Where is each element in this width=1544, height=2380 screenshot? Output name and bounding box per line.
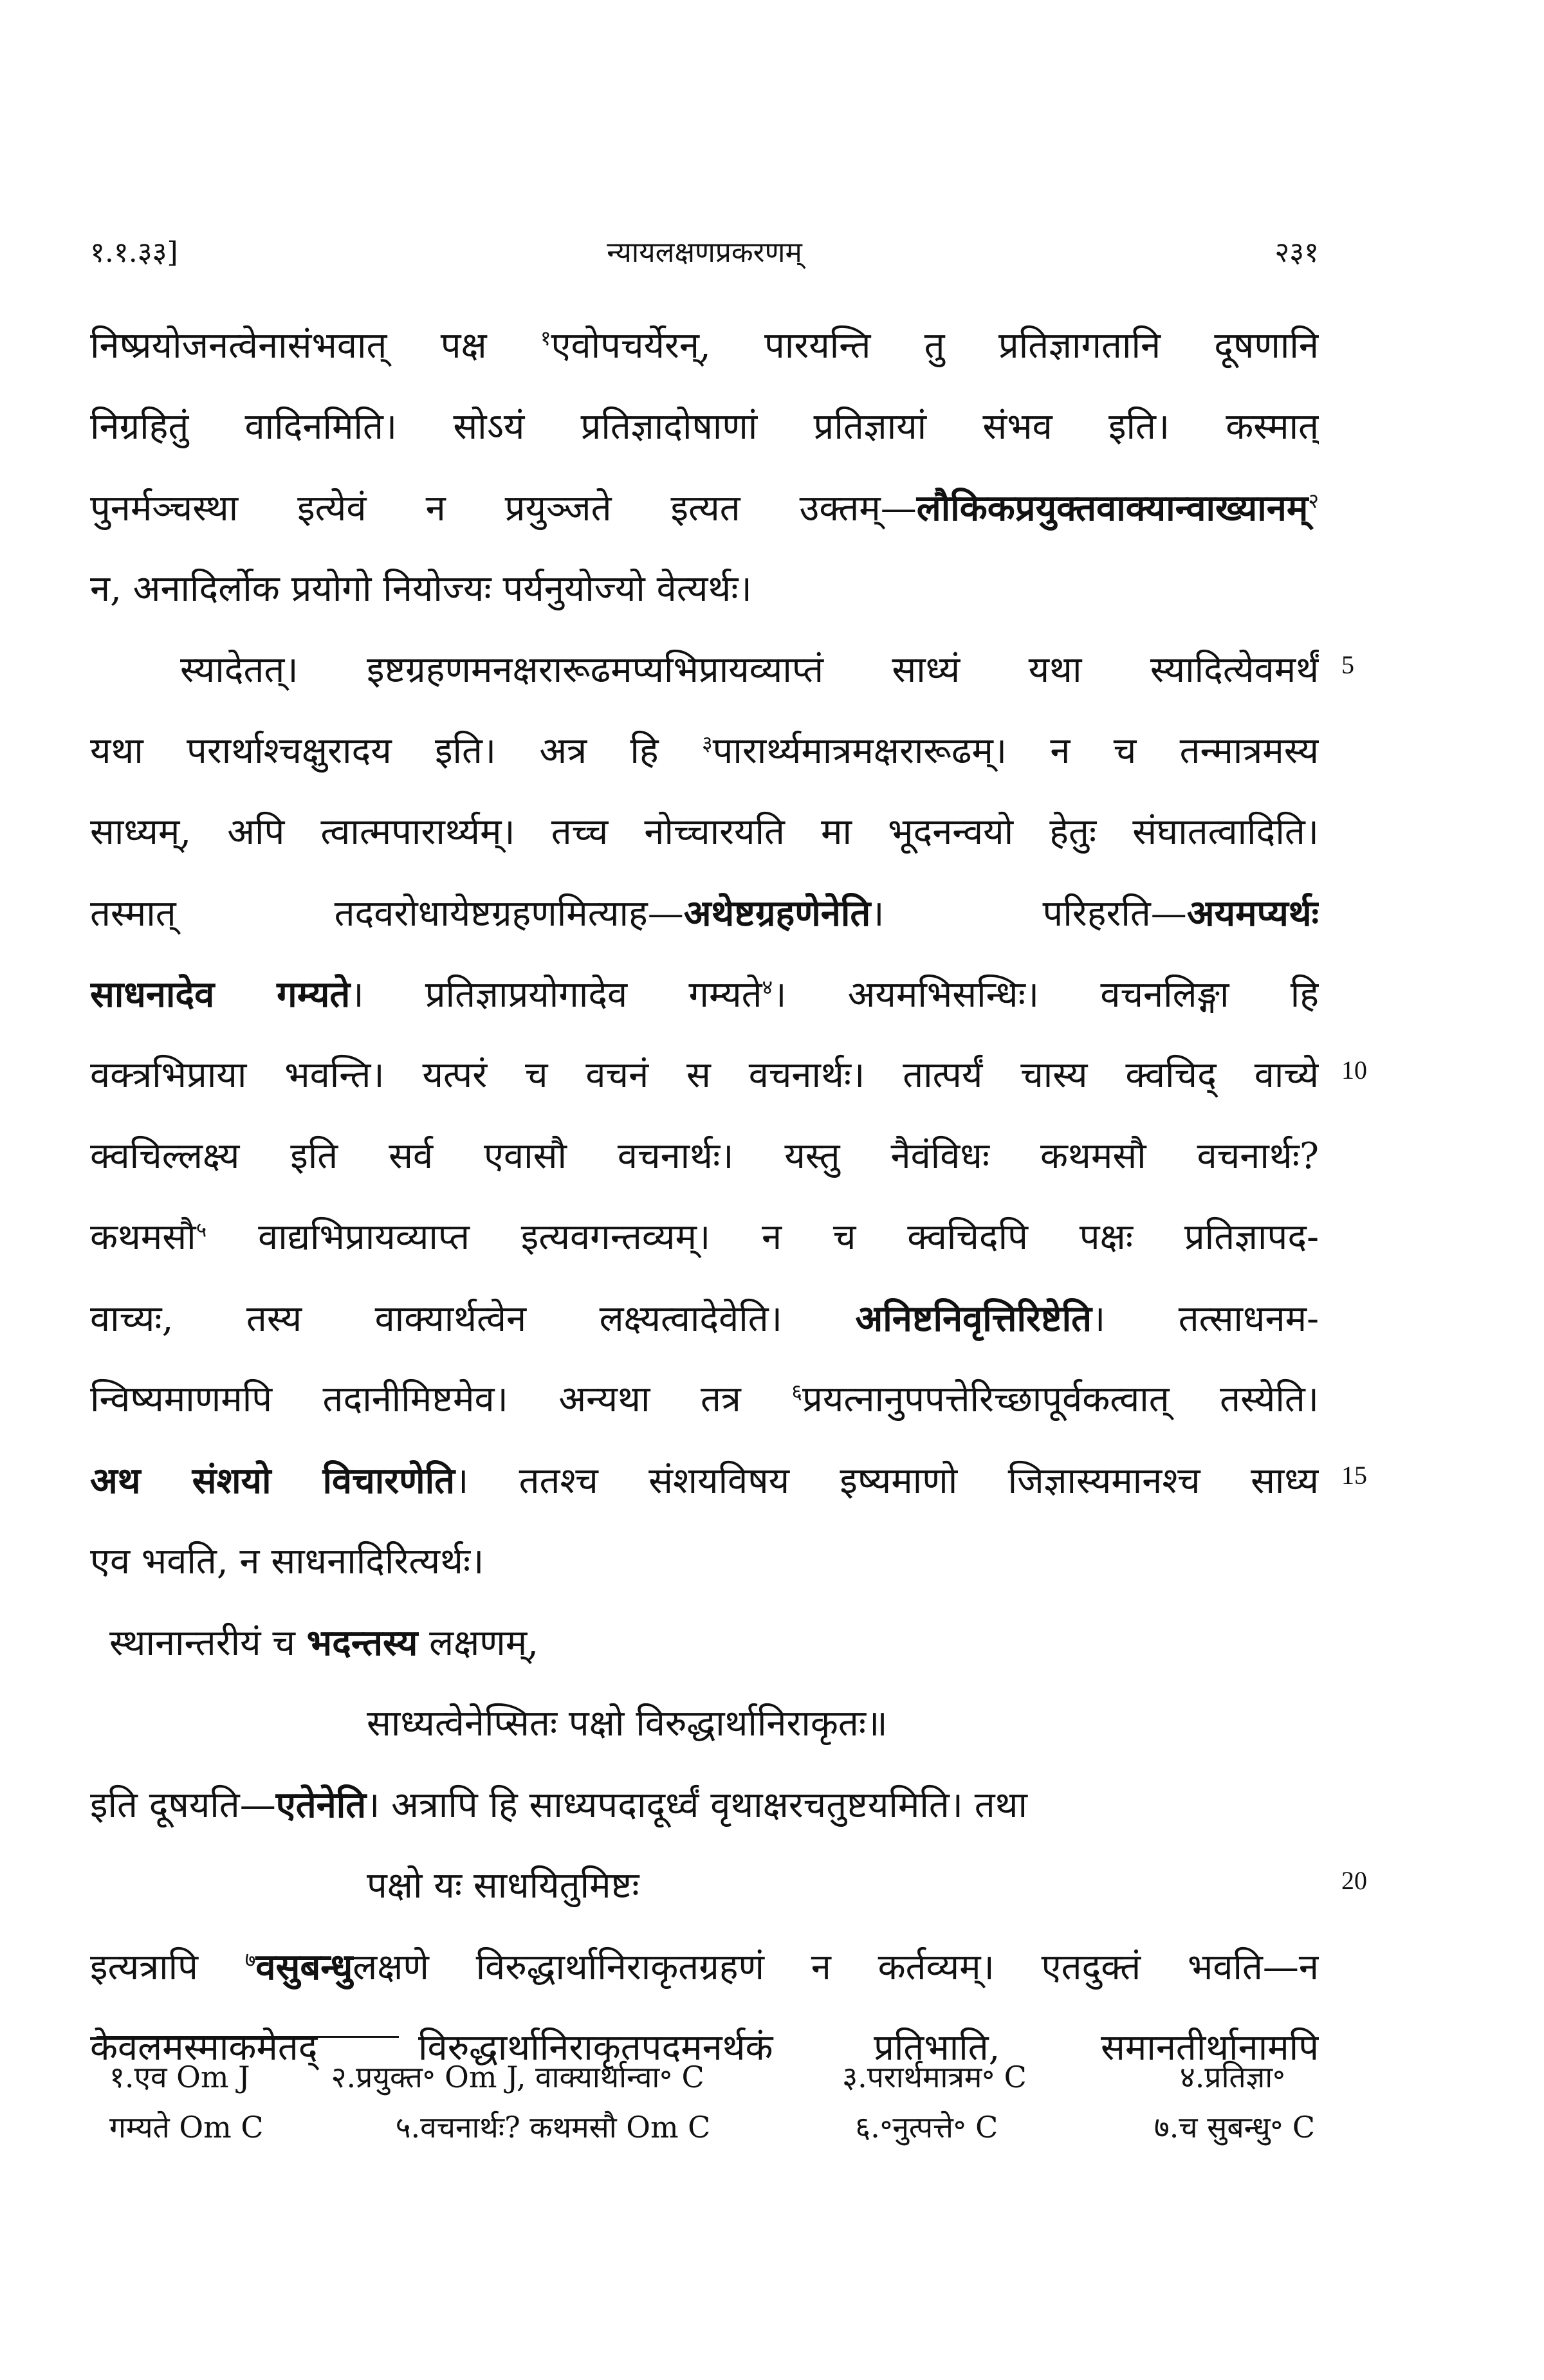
text-line	[90, 549, 1319, 630]
text-segment: पक्षो यः साधयितुमिष्टः	[367, 1865, 639, 1907]
footnote-3: ३.परार्थमात्रम॰ C	[842, 2060, 1027, 2094]
text-segment: साध्यत्वेनेप्सितः पक्षो विरुद्धार्थानिराकृतः॥	[367, 1703, 888, 1744]
text-segment: क्वचिल्लक्ष्य इति सर्व एवासौ वचनार्थः। यस्तु नैवंविधः कथमसौ वचनार्थः?	[90, 1135, 1319, 1177]
footnote-4-cont: गम्यते Om C	[109, 2110, 264, 2145]
text-segment: निग्रहितुं वादिनमिति। सोऽयं प्रतिज्ञादोषाणां प्रतिज्ञायां संभव इति। कस्मात्	[90, 406, 1319, 448]
text-segment: वाद्यभिप्रायव्याप्त इत्यवगन्तव्यम्। न च क्वचिदपि पक्षः प्रतिज्ञापद-	[207, 1216, 1319, 1258]
text-segment: साध्यम्, अपि त्वात्मपारार्थ्यम्। तच्च नोच्चारयति मा भूदनन्वयो हेतुः संघातत्वादिति।	[90, 811, 1319, 853]
text-line	[90, 711, 1319, 792]
text-segment: प्रयत्नानुपपत्तेरिच्छापूर्वकत्वात् तस्येति।	[802, 1378, 1319, 1420]
text-segment: यथा परार्थाश्चक्षुरादय इति। अत्र हि	[90, 730, 702, 772]
text-line	[90, 387, 1319, 468]
text-segment: न्विष्यमाणमपि तदानीमिष्टमेव। अन्यथा तत्र	[90, 1378, 792, 1420]
text-segment: निष्प्रयोजनत्वेनासंभवात् पक्ष	[90, 325, 540, 367]
footnote-marker: १	[540, 325, 551, 351]
text-segment: । अयमभिसन्धिः। वचनलिङ्गा हि	[773, 974, 1319, 1016]
main-text	[90, 306, 1319, 2089]
text-segment: एव भवति, न साधनादिरित्यर्थः।	[90, 1541, 484, 1582]
footnote-2: २.प्रयुक्त॰ Om J, वाक्यार्थान्वा॰ C	[331, 2060, 704, 2094]
footnote-7: ७.च सुबन्धु॰ C	[1153, 2110, 1316, 2145]
text-line	[90, 954, 1319, 1035]
footnote-marker: ५	[196, 1217, 207, 1242]
line-number-10: 10	[1341, 1056, 1367, 1085]
bold-term: एतेनेति	[275, 1784, 367, 1826]
text-line	[90, 873, 1319, 954]
text-segment: एवोपचर्येरन्, पारयन्ति तु प्रतिज्ञागतानि दूषणानि	[551, 325, 1319, 367]
text-line	[90, 1278, 1319, 1359]
footnote-5: ५.वचनार्थः? कथमसौ Om C	[395, 2110, 711, 2145]
text-line	[90, 1602, 1319, 1683]
text-segment: । परिहरति—	[870, 893, 1187, 935]
page-header	[90, 232, 1319, 283]
text-line	[90, 1359, 1319, 1440]
running-title: न्यायलक्षणप्रकरणम्	[607, 236, 802, 269]
text-segment: लक्षणम्,	[418, 1622, 539, 1664]
text-segment: । प्रतिज्ञाप्रयोगादेव गम्यते	[350, 974, 762, 1016]
text-line	[90, 1035, 1319, 1116]
line-number-20: 20	[1341, 1866, 1367, 1895]
footnote-6: ६.॰नुत्पत्ते॰ C	[855, 2110, 998, 2145]
text-line	[90, 630, 1319, 711]
text-segment: लक्षणे विरुद्धार्थानिराकृतग्रहणं न कर्तव्यम्। एतदुक्तं भवति—न	[353, 1946, 1319, 1988]
text-segment: स्यादेतत्। इष्टग्रहणमनक्षरारूढमप्यभिप्रायव्याप्तं साध्यं यथा स्यादित्येवमर्थं	[180, 649, 1319, 691]
text-segment: । तत्साधनम-	[1092, 1298, 1319, 1340]
line-number-5: 5	[1341, 650, 1354, 679]
text-segment: । अत्रापि हि साध्यपदादूर्ध्वं वृथाक्षरचतुष्टयमिति। तथा	[366, 1784, 1027, 1826]
bold-term: अथ संशयो विचारणेति	[90, 1460, 455, 1502]
bold-term: साधनादेव गम्यते	[90, 973, 351, 1016]
text-segment: न, अनादिर्लोक प्रयोगो नियोज्यः पर्यनुयोज्यो वेत्यर्थः।	[90, 568, 752, 610]
footnote-divider	[96, 2036, 399, 2038]
text-line	[90, 1845, 1319, 1927]
bold-term: भदन्तस्य	[306, 1622, 418, 1664]
footnote-marker: ४	[762, 975, 773, 1000]
text-line	[90, 1927, 1319, 2008]
footnote-row	[109, 2102, 1332, 2152]
text-segment: पुनर्मञ्चस्था इत्येवं न प्रयुञ्जते इत्यत उक्तम्—	[90, 488, 917, 529]
footnote-4: ४.प्रतिज्ञा॰	[1179, 2060, 1285, 2094]
bold-term: लौकिकप्रयुक्तवाक्यान्वाख्यानम्	[916, 487, 1309, 529]
text-segment: इति दूषयति—	[90, 1784, 276, 1826]
section-reference: १.१.३३]	[90, 236, 178, 269]
text-line	[90, 1521, 1319, 1602]
text-line	[90, 1764, 1319, 1845]
text-segment: इत्यत्रापि	[90, 1946, 245, 1988]
text-segment: । ततश्च संशयविषय इष्यमाणो जिज्ञास्यमानश्च साध्य	[455, 1460, 1319, 1502]
text-line	[90, 1440, 1319, 1521]
text-segment: वक्त्रभिप्राया भवन्ति। यत्परं च वचनं स वचनार्थः। तात्पर्यं चास्य क्वचिद् वाच्ये	[90, 1054, 1319, 1096]
footnote-marker: २	[1308, 488, 1319, 513]
text-line	[90, 792, 1319, 873]
footnote-marker: ३	[701, 731, 713, 756]
bold-term: अयमप्यर्थः	[1186, 892, 1319, 935]
footnote-1: १.एव Om J	[109, 2060, 250, 2094]
bold-term: अनिष्टनिवृत्तिरिष्टेति	[855, 1297, 1092, 1340]
text-segment: स्थानान्तरीयं च	[109, 1622, 307, 1664]
text-line	[90, 1116, 1319, 1197]
text-segment: केवलमस्माकमेतद् विरुद्धार्थानिराकृतपदमनर्थकं प्रतिभाति, समानतीर्थानामपि	[90, 2027, 1319, 2069]
bold-term: अथेष्टग्रहणेनेति	[683, 892, 871, 935]
footnotes	[109, 2052, 1332, 2152]
text-line	[90, 1683, 1319, 1764]
text-segment: वाच्यः, तस्य वाक्यार्थत्वेन लक्ष्यत्वादेवेति।	[90, 1298, 856, 1340]
text-line	[90, 306, 1319, 387]
text-line	[90, 468, 1319, 549]
line-number-15: 15	[1341, 1461, 1367, 1490]
footnote-marker: ६	[791, 1379, 802, 1404]
text-segment: पारार्थ्यमात्रमक्षरारूढम्। न च तन्मात्रमस्य	[712, 730, 1319, 772]
bold-term: वसुबन्धु	[255, 1946, 353, 1988]
text-line	[90, 1197, 1319, 1278]
text-segment: तस्मात् तदवरोधायेष्टग्रहणमित्याह—	[90, 893, 684, 935]
footnote-row	[109, 2052, 1332, 2102]
text-segment: कथमसौ	[90, 1216, 196, 1258]
footnote-marker: ७	[244, 1947, 256, 1972]
page-number: २३१	[1274, 236, 1319, 269]
